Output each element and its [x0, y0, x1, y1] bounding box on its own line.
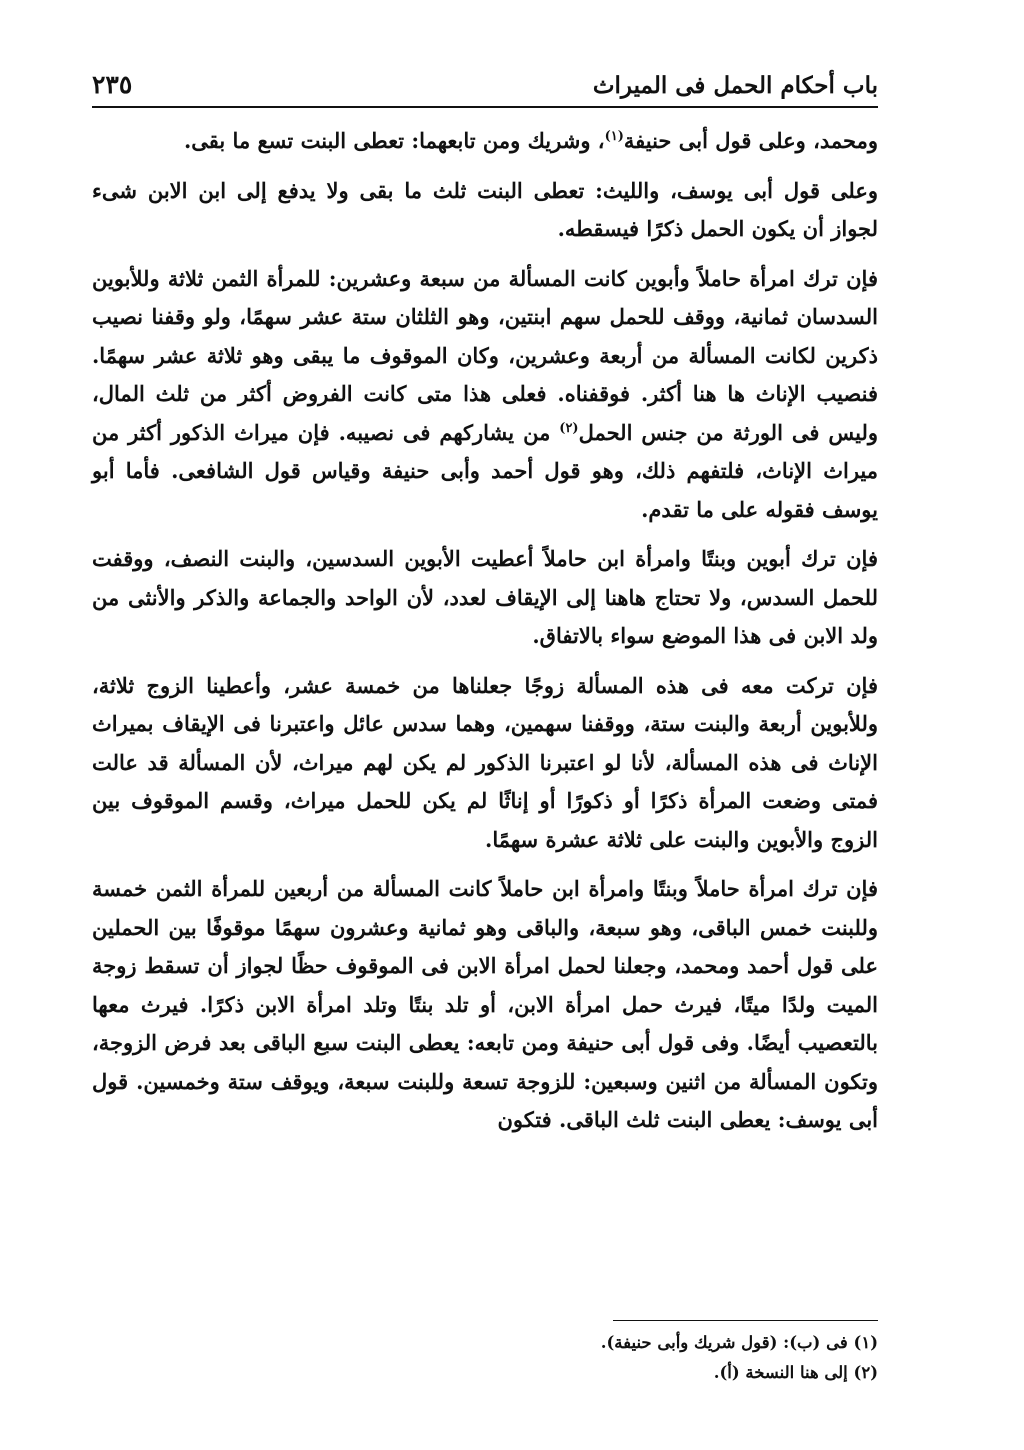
- footnote-rule: [613, 1320, 878, 1321]
- paragraph: [92, 122, 878, 161]
- paragraph: فإن ترك أبوين وبنتًا وامرأة ابن حاملاً أعطيت الأبوين السدسين، والبنت النصف، ووقفت للحمل السدس، ولا تحتاج هاهنا إلى الإيقاف لعدد، لأن الواحد والجماعة والذكر والأنثى من ولد الابن فى هذا الموضع سواء بالاتفاق.: [92, 546, 878, 648]
- header-rule: [92, 106, 878, 108]
- footnote: (١) فى (ب): (قول شريك وأبى حنيفة).: [600, 1333, 878, 1352]
- paragraph: فإن ترك امرأة حاملاً وبنتًا وامرأة ابن حاملاً كانت المسألة من أربعين للمرأة الثمن خمسة وللبنت خمس الباقى، وهو سبعة، والباقى وهو ثمانية وعشرون سهمًا موقوفًا بين الحملين على قول أحمد ومحمد، وجعلنا لحمل امرأة الابن فى الموقوف حظًا لجواز أن تسقط زوجة الميت ولدًا ميتًا، فيرث حمل امرأة الابن، أو تلد بنتًا وتلد امرأة الابن ذكرًا. فيرث معها بالتعصيب أيضًا. وفى قول أبى حنيفة ومن تابعه: يعطى البنت سبع الباقى بعد فرض الزوجة، وتكون المسألة من اثنين وسبعين: للزوجة تسعة وللبنت سبعة، ويوقف ستة وخمسين. قول أبى يوسف: يعطى البنت ثلث الباقى. فتكون: [92, 876, 878, 1132]
- footnote-ref: (١): [604, 129, 624, 144]
- paragraph: وعلى قول أبى يوسف، والليث: تعطى البنت ثلث ما بقى ولا يدفع إلى ابن الابن شىء لجواز أن يكون الحمل ذكرًا فيسقطه.: [92, 177, 878, 241]
- page-header: [92, 62, 878, 108]
- paragraph-text: ومحمد، وعلى قول أبى حنيفة: [623, 128, 878, 153]
- paragraph: [92, 260, 878, 530]
- book-page: [92, 62, 879, 1382]
- paragraph-text: ، وشريك ومن تابعهما: تعطى البنت تسع ما بقى.: [183, 128, 605, 153]
- footnote: (٢) إلى هنا النسخة (أ).: [713, 1363, 878, 1382]
- footnotes: [92, 1328, 878, 1388]
- page-number: ٢٣٥: [92, 70, 133, 99]
- body-text: [92, 122, 878, 1140]
- running-title: باب أحكام الحمل فى الميراث: [592, 72, 878, 99]
- paragraph: فإن تركت معه فى هذه المسألة زوجًا جعلناها من خمسة عشر، وأعطينا الزوج ثلاثة، وللأبوين أربعة والبنت ستة، ووقفنا سهمين، وهما سدس عائل واعتبرنا فى الإيقاف بميراث الإناث فى هذه المسألة، لأنا لو اعتبرنا الذكور لم يكن لهم ميراث، لأن المسألة قد عالت فمتى وضعت المرأة ذكرًا أو ذكورًا أو إناثًا لم يكن للحمل ميراث، وقسم الموقوف بين الزوج والأبوين والبنت على ثلاثة عشرة سهمًا.: [92, 672, 878, 852]
- paragraph-text: فإن ترك امرأة حاملاً وأبوين كانت المسألة من سبعة وعشرين: للمرأة الثمن ثلاثة وللأبوين السدسان ثمانية، ووقف للحمل سهم ابنتين، وهو الثلثان ستة عشر سهمًا، ولو وقفنا نصيب ذكرين لكانت المسألة من أربعة وعشرين، وكان الموقوف ما يبقى وهو ثلاثة عشر سهمًا. فنصيب الإناث ها هنا أكثر. فوقفناه. فعلى هذا متى كانت الفروض أكثر من ثلث المال، وليس فى الورثة من جنس الحمل: [92, 265, 879, 445]
- footnote-ref: (٢): [559, 420, 579, 436]
- paragraph-text: من يشاركهم فى نصيبه. فإن ميراث الذكور أكثر من ميراث الإناث، فلتفهم ذلك، وهو قول أحمد وأبى حنيفة وقياس قول الشافعى. فأما أبو يوسف فقوله على ما تقدم.: [92, 419, 878, 522]
